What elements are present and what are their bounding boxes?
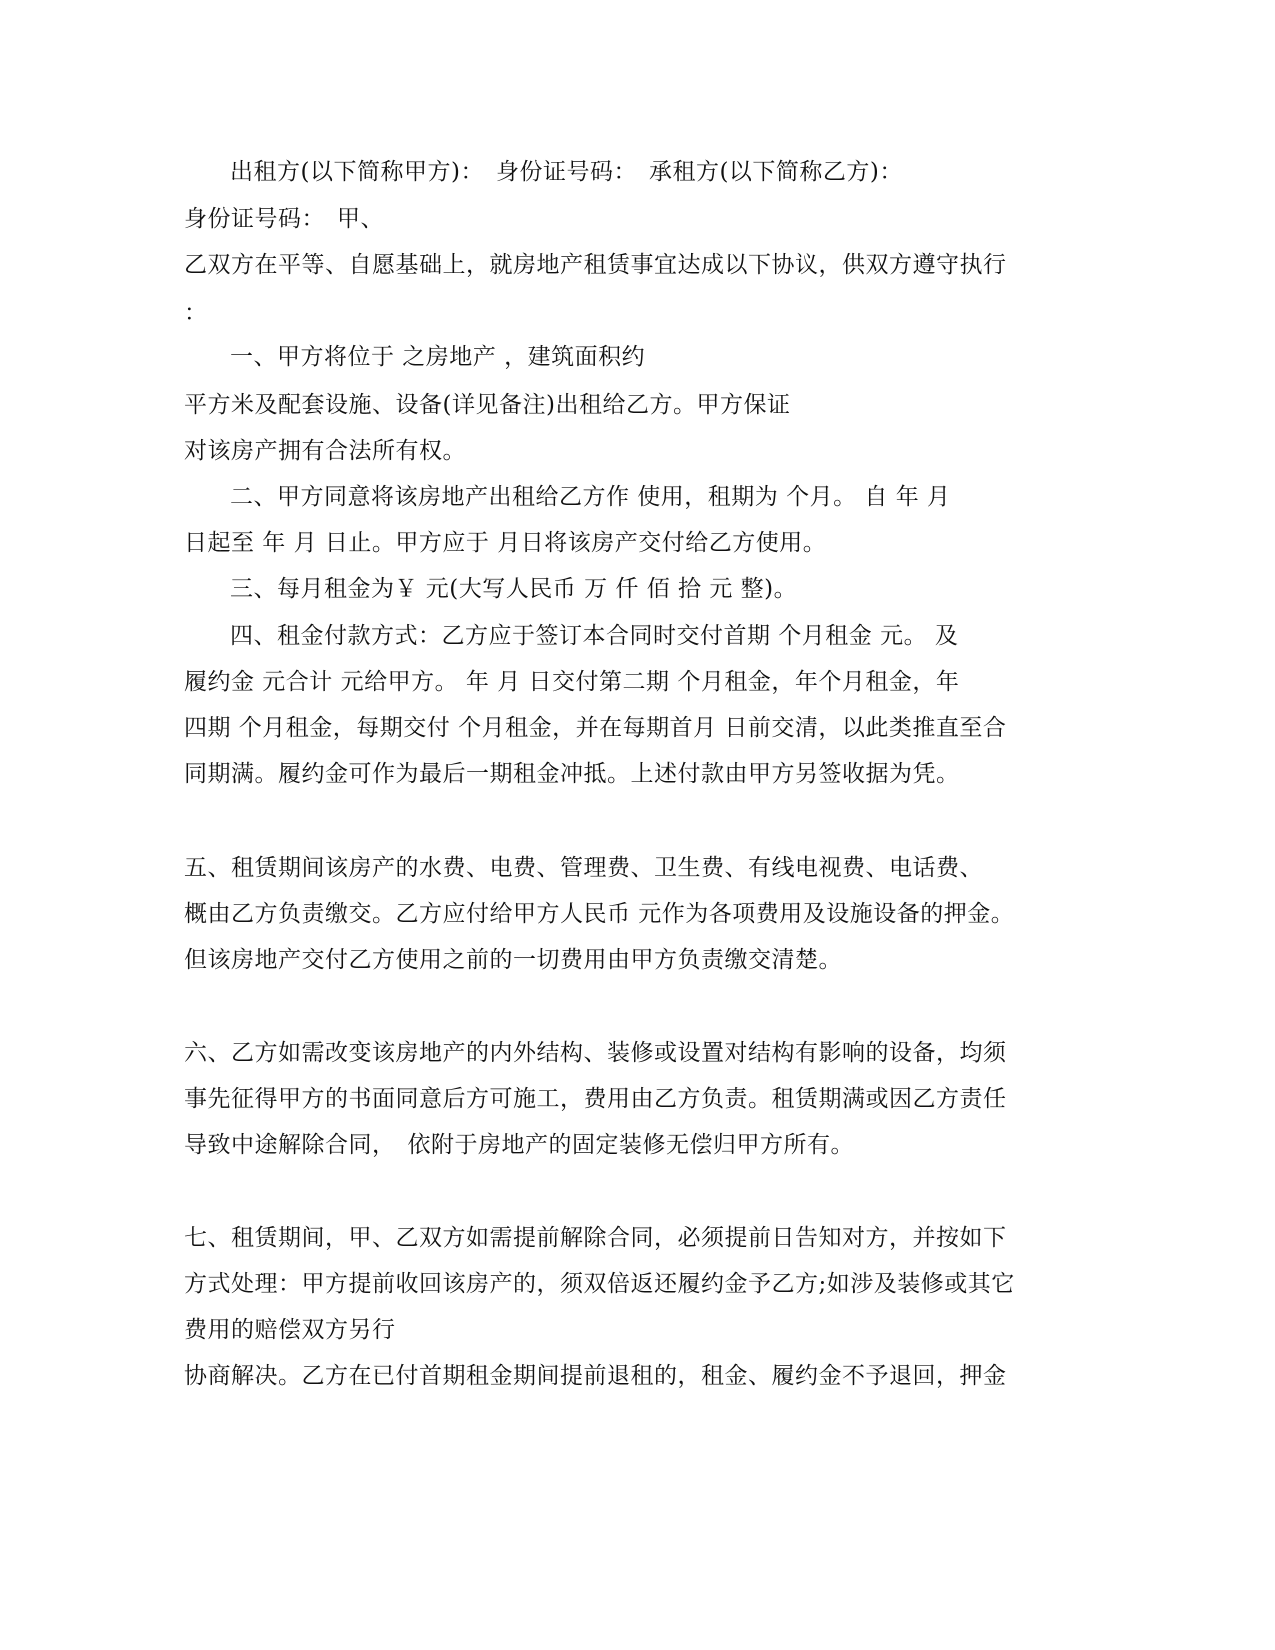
text-line: 概由乙方负责缴交。乙方应付给甲方人民币 元作为各项费用及设施设备的押金。 — [184, 901, 1015, 927]
text-line: 乙双方在平等、自愿基础上，就房地产租赁事宜达成以下协议，供双方遵守执行 — [184, 252, 1007, 278]
text-line: 出租方(以下简称甲方)： 身份证号码： 承租方(以下简称乙方)： — [230, 159, 903, 185]
text-line: 六、乙方如需改变该房地产的内外结构、装修或设置对结构有影响的设备，均须 — [184, 1040, 1007, 1066]
text-line: 四期 个月租金，每期交付 个月租金，并在每期首月 日前交清，以此类推直至合 — [184, 715, 1007, 741]
text-line: 同期满。履约金可作为最后一期租金冲抵。上述付款由甲方另签收据为凭。 — [184, 761, 960, 787]
text-line: 但该房地产交付乙方使用之前的一切费用由甲方负责缴交清楚。 — [184, 947, 842, 973]
text-line: 身份证号码： 甲、 — [184, 206, 384, 232]
text-line: 三、每月租金为￥ 元(大写人民币 万 仟 佰 拾 元 整)。 — [230, 576, 798, 602]
text-line: 导致中途解除合同， 依附于房地产的固定装修无偿归甲方所有。 — [184, 1132, 854, 1158]
text-line: ： — [184, 300, 208, 326]
text-line: 五、租赁期间该房产的水费、电费、管理费、卫生费、有线电视费、电话费、 — [184, 855, 983, 881]
text-line: 四、租金付款方式：乙方应于签订本合同时交付首期 个月租金 元。 及 — [230, 623, 959, 649]
text-line: 二、甲方同意将该房地产出租给乙方作 使用，租期为 个月。 自 年 月 — [230, 484, 951, 510]
text-line: 七、租赁期间，甲、乙双方如需提前解除合同，必须提前日告知对方，并按如下 — [184, 1225, 1007, 1251]
text-line: 费用的赔偿双方另行 — [184, 1317, 396, 1343]
text-line: 对该房产拥有合法所有权。 — [184, 438, 466, 464]
text-line: 日起至 年 月 日止。甲方应于 月日将该房产交付给乙方使用。 — [184, 530, 827, 556]
text-line: 协商解决。乙方在已付首期租金期间提前退租的，租金、履约金不予退回，押金 — [184, 1363, 1007, 1389]
text-line: 一、甲方将位于 之房地产 ，建筑面积约 — [230, 344, 646, 370]
text-line: 平方米及配套设施、设备(详见备注)出租给乙方。甲方保证 — [184, 392, 791, 418]
text-line: 履约金 元合计 元给甲方。 年 月 日交付第二期 个月租金，年个月租金，年 — [184, 669, 960, 695]
text-line: 事先征得甲方的书面同意后方可施工，费用由乙方负责。租赁期满或因乙方责任 — [184, 1086, 1007, 1112]
text-line: 方式处理：甲方提前收回该房产的，须双倍返还履约金予乙方;如涉及装修或其它 — [184, 1271, 1015, 1297]
